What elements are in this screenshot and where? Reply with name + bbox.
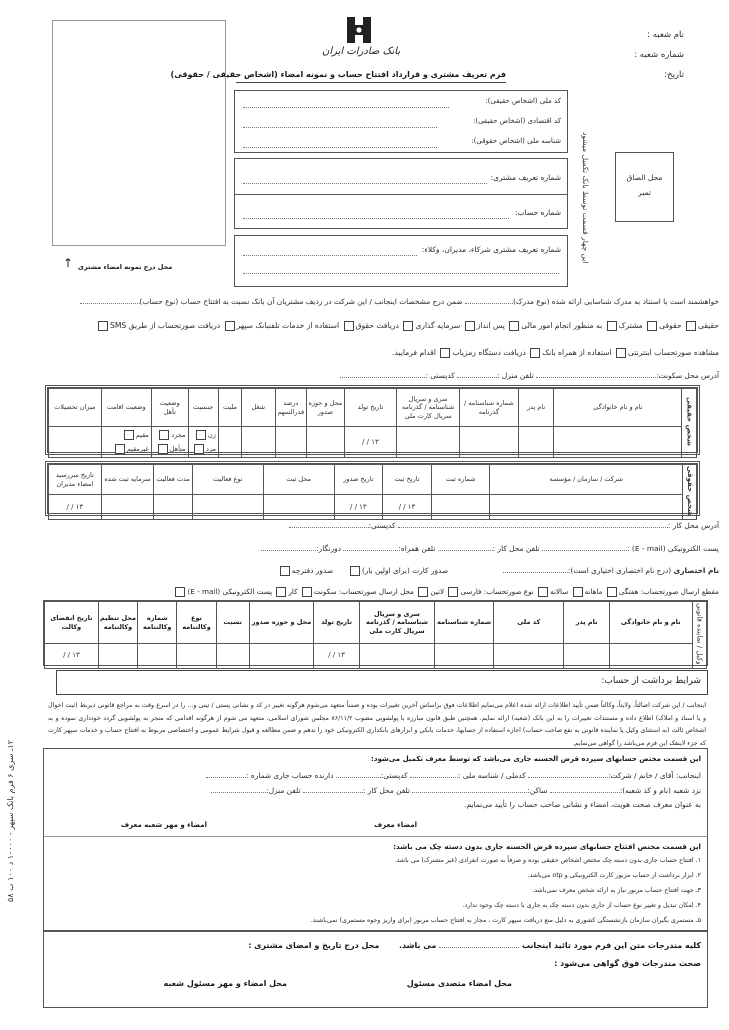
confirm-text-a: کلیه مندرجات متن این فرم مورد تائید اینجانب [521, 941, 701, 950]
checkbox-yearly[interactable] [538, 587, 548, 597]
footer-section [43, 931, 708, 1008]
fax-field[interactable] [261, 543, 316, 551]
checkbox-weekly[interactable] [607, 587, 617, 597]
introducer-postal-field[interactable] [336, 770, 381, 778]
ag-idno-cell[interactable] [435, 644, 494, 669]
national-id-field[interactable] [243, 140, 437, 148]
customer-id-field[interactable] [243, 176, 487, 184]
ag-location-cell[interactable] [98, 644, 137, 669]
checkbox-dest-home[interactable] [302, 587, 312, 597]
introducer-section: این قسمت مختص حسابهای سپرده قرض الحسنه جاری می‌باشد که توسط معرف تکمیل می‌شود: اینجانب: آقای / خانم / شرکت: کدملی / شناسه ملی : کدپستی: دارنده حساب جاری شماره : نزد شعبه (نام و کد شعبه): ساکن: تلفن محل کار : تلفن منزل: به عنوان معرف صحت هویت، امضاء و نشانی صاحب حساب را تأیید می‌نمایم. امضاء معرف امضاء و مهر شعبه معرف [43, 748, 708, 836]
date-label: تاریخ: [664, 70, 684, 80]
branch-signature-label: محل امضاء و مهر مسئول شعبه [163, 979, 287, 988]
short-name-field[interactable] [503, 565, 568, 573]
checkbox-sms-statement[interactable] [98, 321, 108, 331]
checkbox-male[interactable] [194, 444, 204, 454]
agent-table: وکیل / نماینده قانونی نام و نام خانوادگی نام پدر کد ملی شماره شناسنامه سری و سریال شناسنامه / گذرنامه سریال کارت ملی تاریخ تولد محل و حوزه صدور نسبت نوع وکالتنامه شماره وکالتنامه محل تنظیم وکالتنامه تاریخ انقضای وکالت / / ۱۳ / / ۱۳ [43, 600, 708, 666]
work-phone-field[interactable] [438, 543, 493, 551]
email-field[interactable] [542, 543, 627, 551]
national-id-label: شناسه ملی (اشخاص حقوقی): [471, 137, 561, 145]
nt-name-cell[interactable] [554, 427, 682, 458]
no-checkbook-item-1: ۱. افتتاح حساب جاری بدون دسته چک مختص اشخاص حقیقی بوده و صرفاً به صورت انفرادی (غیر مشترک) می باشد. [394, 857, 701, 864]
checkbox-financial[interactable] [509, 321, 519, 331]
checkbox-salary[interactable] [344, 321, 354, 331]
work-postal-field[interactable] [289, 520, 369, 528]
no-checkbook-section [43, 836, 708, 931]
checkbox-legal[interactable] [647, 321, 657, 331]
ag-relation-cell[interactable] [216, 644, 249, 669]
bank-only-note: این چهار قسمت توسط بانک تکمیل میشود [581, 131, 590, 263]
ag-name-cell[interactable] [609, 644, 692, 669]
nt-place-cell[interactable] [307, 427, 345, 458]
introducer-residence-field[interactable] [412, 785, 527, 793]
checkbox-nonresident[interactable] [115, 444, 125, 454]
checkbox-natural[interactable] [686, 321, 696, 331]
account-number-label: شماره حساب: [514, 208, 561, 217]
national-code-label: کد ملی (اشخاص حقیقی): [485, 97, 561, 105]
customer-signature-label: محل درج تاریخ و امضای مشتری : [248, 941, 380, 950]
no-checkbook-item-2: ۲. ابزار برداشت از حساب مزبور کارت الکترونیکی و otp می‌باشد. [527, 872, 701, 879]
nt-job-cell[interactable] [242, 427, 276, 458]
lt-regplace-cell[interactable] [263, 495, 334, 520]
no-checkbook-title: این قسمت مختص افتتاح حسابهای سپرده قرض الحسنه جاری بدون دسته چک می باشد: [393, 842, 701, 851]
introducer-branch-stamp-label: امضاء و مهر شعبه معرف [121, 821, 207, 829]
checkbox-mobile-bank[interactable] [530, 348, 540, 358]
ag-serial-cell[interactable] [359, 644, 434, 669]
mobile-field[interactable] [343, 543, 398, 551]
lt-duration-cell[interactable] [154, 495, 192, 520]
home-phone-field[interactable] [457, 370, 497, 378]
checkbox-telephone-bank[interactable] [225, 321, 235, 331]
request-options-row2: مشاهده صورتحساب اینترنتی استفاده از همراه بانک دریافت دستگاه رمزیاب اقدام فرمایید. [392, 348, 719, 357]
nt-share-cell[interactable] [275, 427, 306, 458]
nt-education-cell[interactable] [49, 427, 102, 458]
work-address-field[interactable] [398, 520, 668, 528]
contact-row: پست الکترونیکی (E - mail) : تلفن محل کار : تلفن همراه: دورنگار: [261, 543, 719, 553]
withdrawal-conditions-box[interactable] [56, 670, 708, 695]
introducer-workphone-field[interactable] [303, 785, 363, 793]
bank-logo-icon [347, 17, 371, 43]
ag-number-cell[interactable] [138, 644, 177, 669]
stamp-line1: محل الصاق [626, 173, 663, 182]
checkbox-latin[interactable] [418, 587, 428, 597]
introducer-title: این قسمت مختص حسابهای سپرده قرض الحسنه جاری می‌باشد که توسط معرف تکمیل می‌شود: [371, 755, 701, 763]
legal-person-table: شخص حقوقی شرکت / سازمان / مؤسسه شماره ثبت تاریخ ثبت تاریخ صدور محل ثبت نوع فعالیت مدت فعالیت سرمایه ثبت شده تاریخ سررسید امضاء مدیران / / ۱۳ / / ۱۳ / / ۱۳ [45, 461, 700, 516]
arrow-up-icon: ↑ [63, 256, 74, 270]
form-title: فرم تعریف مشتری و قرارداد افتتاح حساب و نمونه امضاء (اشخاص حقیقی / حقوقی) [236, 70, 506, 83]
short-name-row: نام اختصاری (درج نام اختصاری اختیاری است): صدور کارت (برای اولین بار) صدور دفترچه [278, 565, 719, 576]
natural-person-table: شخص حقیقی نام و نام خانوادگی نام پدر شماره شناسنامه / گذرنامه سری و سریال شناسنامه / گذرنامه سریال کارت ملی تاریخ تولد محل و حوزه صدور درصد قدرالسهم شغل ملیت جنسیت وضعیت تأهل وضعیت اقامت میزان تحصیلات / / ۱۳ زن مرد مجرد متأهل مقیم غیرمقیم [45, 385, 700, 455]
customer-box [234, 158, 568, 229]
customer-id-label: شماره تعریف مشتری: [490, 173, 561, 182]
lt-regno-cell[interactable] [431, 495, 490, 520]
lt-regdate-cell[interactable]: / / ۱۳ [383, 495, 432, 520]
statement-row: مقطع ارسال صورتحساب: هفتگی ماهانه سالانه نوع صورتحساب: فارسی لاتین محل ارسال صورتحساب: سکونت کار پست الکترونیکی (E - mail) [173, 587, 719, 597]
no-checkbook-item-5: ۵ـ مستمری بگیران سازمان بازنشستگی کشوری به دلیل منع دریافت سپهر کارت ، مجاز به افتتاح حساب مزبور (برای واریز وجوه مستمری) نمی‌باشند. [310, 917, 701, 924]
stamp-line2: تمبر [638, 188, 651, 197]
ag-birth-cell[interactable]: / / ۱۳ [314, 644, 359, 669]
bank-name: بانک صادرات ایران [322, 46, 401, 57]
checkbox-internet-statement[interactable] [616, 348, 626, 358]
economic-code-field[interactable] [243, 120, 437, 128]
request-options-row1: حقیقی حقوقی مشترک به منظور انجام امور مالی پس انداز سرمایه گذاری دریافت حقوق استفاده از خدمات تلفنبانک سپهر دریافت صورتحساب از طریق SMS [96, 321, 719, 331]
checkbox-single[interactable] [159, 430, 169, 440]
checkbox-dest-email[interactable] [175, 587, 185, 597]
introducer-homephone-field[interactable] [211, 785, 266, 793]
introducer-name-field[interactable] [528, 770, 608, 778]
signature-caption: محل درج نمونه امضاء مشتری [78, 263, 173, 271]
ag-natcode-cell[interactable] [494, 644, 564, 669]
branch-number-label: شماره شعبه : [634, 50, 684, 60]
economic-code-label: کد اقتصادی (اشخاص حقیقی): [473, 117, 561, 125]
home-address-field[interactable] [536, 370, 656, 378]
introducer-statement: به عنوان معرف صحت هویت، امضاء و نشانی صاحب حساب را تأیید می‌نمایم. [464, 800, 701, 809]
checkbox-investment[interactable] [403, 321, 413, 331]
no-checkbook-item-4: ۴. امکان تبدیل و تغییر نوع حساب از جاری بدون دسته چک به جاری با دسته چک وجود ندارد. [462, 902, 701, 909]
introducer-signature-label: امضاء معرف [373, 821, 417, 829]
ag-place-cell[interactable] [249, 644, 314, 669]
request-line1: خواهشمند است با استناد به مدرک شناسایی ارائه شده (نوع مدرک) ضمن درج مشخصات اینجانب / این شرکت در ردیف مشتریان آن بانک نسبت به افتتاح حساب (نوع حساب) [80, 296, 719, 306]
introducer-natcode-field[interactable] [410, 770, 458, 778]
ag-expiry-cell[interactable]: / / ۱۳ [45, 644, 99, 669]
confirm-text-b: می باشد. [398, 941, 437, 950]
checkbox-persian[interactable] [448, 587, 458, 597]
partners-box [234, 235, 568, 287]
checkbox-married[interactable] [158, 444, 168, 454]
introducer-branch-field[interactable] [550, 785, 620, 793]
introducer-account-field[interactable] [206, 770, 246, 778]
branch-name-label: نام شعبه : [647, 30, 684, 40]
officer-signature-label: محل امضاء متصدی مسئول [406, 979, 512, 988]
form-code-vertical: ۱۲ـ سری ۶ فرم بانک سپهر - ۱۰۰۰۰ د ۱۰۰ ب ۵۸ [6, 740, 15, 903]
nt-birth-cell[interactable]: / / ۱۳ [344, 427, 396, 458]
checkbox-monthly[interactable] [573, 587, 583, 597]
checkbox-otp-device[interactable] [440, 348, 450, 358]
checkbox-female[interactable] [196, 430, 206, 440]
lt-issuedate-cell[interactable]: / / ۱۳ [334, 495, 383, 520]
lt-company-cell[interactable] [490, 495, 682, 520]
checkbox-savings[interactable] [465, 321, 475, 331]
checkbox-dest-work[interactable] [276, 587, 286, 597]
declaration-text: اینجانب / این شرکت اصالتاً، ولایتاً، وکالتاً ضمن تأیید اطلاعات ارائه شده اعلام می‌نمایم اطلاعات فوق براساس آخرین تغییرات بوده و ضمناً متعهد می‌شوم هرگونه تغییر در کد و نشانی پستی / تیتی و... را در اسرع وقت به مراجع قانونی ذیربط (ثبت احوال و یا اسناد و املاک) اطلاع داده و مستندات تغییرات را به این بانک (شعبه) ارائه نمایم. همچنین طبق قانون مبارزه با پولشویی مصوب ۸۶/۱۱/۲ مجلس شورای اسلامی، متعهد می شوم از هرگونه اقدامی که منجر به پولشویی گردد خودداری نموده و به اشخاص ثالث (به استثنای وکیل یا نماینده قانونی به نفع صاحب حساب) اجازه استفاده از حسابها، خدمات بانکی و ابزارهای بانکداری الکترونیکی خود را ندهم و ضمن مطالعه و قبول شرایط عمومی و اختصاصی مربوط به افتتاح حساب و خدمات سپهر کارت که جزء لاینفک این فرم می‌باشد را گواهی می‌نمایم. [48, 702, 707, 747]
checkbox-booklet-issue[interactable] [280, 566, 290, 576]
stamp-box [615, 152, 674, 222]
account-number-field[interactable] [243, 211, 509, 219]
confirm-name-field[interactable] [439, 940, 519, 948]
nt-idno-cell[interactable] [460, 427, 519, 458]
checkbox-joint[interactable] [607, 321, 617, 331]
national-code-field[interactable] [243, 100, 449, 108]
signature-sample-box[interactable] [52, 20, 226, 246]
id-box [234, 90, 568, 153]
no-checkbook-item-3: ۳ـ جهت افتتاح حساب مزبور نیاز به ارائه شخص معرف نمی‌باشد. [532, 887, 701, 894]
home-postal-field[interactable] [340, 370, 425, 378]
work-address-row: آدرس محل کار : کدپستی: [289, 520, 719, 530]
lt-activity-cell[interactable] [192, 495, 263, 520]
partners-field-1[interactable] [243, 248, 417, 256]
home-address-row: آدرس محل سکونت: تلفن منزل : کدپستی : [340, 370, 719, 380]
account-type-field[interactable] [80, 296, 140, 304]
partners-label: شماره تعریف مشتری شرکاء، مدیران، وکلاء: [421, 245, 561, 254]
lt-mgr-expiry-cell[interactable]: / / ۱۳ [49, 495, 102, 520]
ag-type-cell[interactable] [177, 644, 216, 669]
certify-label: صحت مندرجات فوق گواهی می‌شود : [554, 959, 701, 968]
nt-nationality-cell[interactable] [218, 427, 241, 458]
withdrawal-title: شرایط برداشت از حساب: [601, 676, 701, 686]
partners-field-2[interactable] [243, 266, 559, 274]
nt-serial-cell[interactable] [397, 427, 460, 458]
lt-capital-cell[interactable] [101, 495, 154, 520]
nt-father-cell[interactable] [518, 427, 554, 458]
ag-father-cell[interactable] [564, 644, 609, 669]
checkbox-card-issue[interactable] [350, 566, 360, 576]
document-type-field[interactable] [465, 296, 513, 304]
checkbox-resident[interactable] [124, 430, 134, 440]
